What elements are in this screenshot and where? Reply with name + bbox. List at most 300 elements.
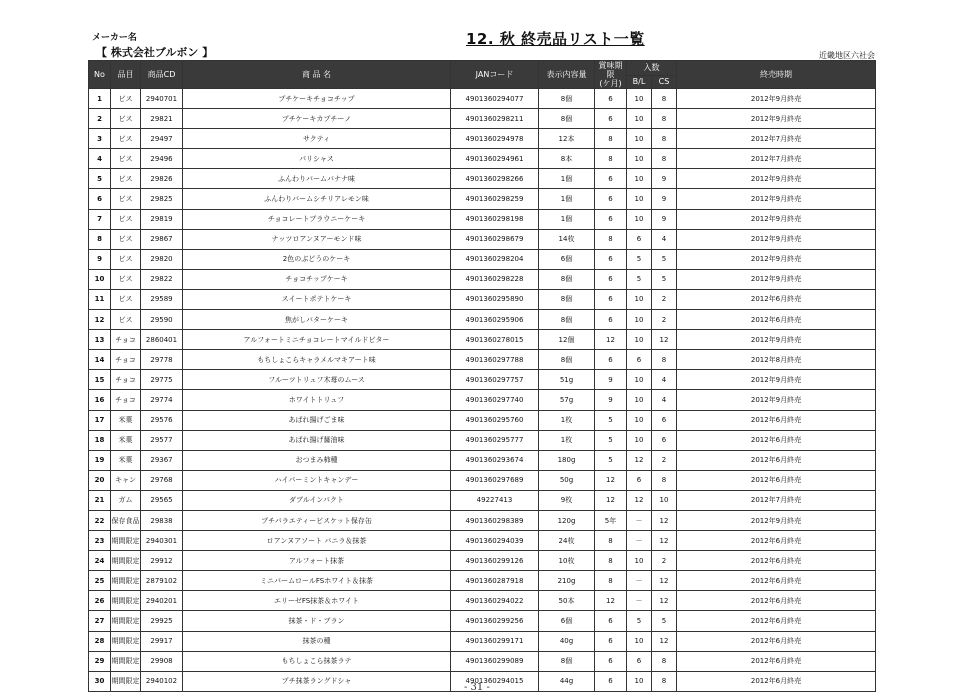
row-end: 2012年6月終売 <box>677 430 876 450</box>
row-name: スイートポテトケーキ <box>183 289 451 309</box>
row-end: 2012年6月終売 <box>677 631 876 651</box>
row-bl: 10 <box>627 370 652 390</box>
row-cs: 12 <box>652 510 677 530</box>
row-shelf-life: 6 <box>595 209 627 229</box>
row-end: 2012年6月終売 <box>677 551 876 571</box>
row-content: 10枚 <box>539 551 595 571</box>
row-jan: 4901360297788 <box>451 350 539 370</box>
row-code: 29496 <box>141 149 183 169</box>
row-category: ビス <box>111 249 141 269</box>
row-jan: 4901360298679 <box>451 229 539 249</box>
row-code: 2940701 <box>141 89 183 109</box>
row-content: 210g <box>539 571 595 591</box>
table-row <box>89 470 876 490</box>
col-header-content: 表示内容量 <box>539 61 595 89</box>
row-content: 180g <box>539 450 595 470</box>
row-end: 2012年9月終売 <box>677 169 876 189</box>
row-no: 4 <box>89 149 111 169</box>
row-jan: 4901360294978 <box>451 129 539 149</box>
row-name: ダブルインパクト <box>183 490 451 510</box>
row-jan: 4901360294077 <box>451 89 539 109</box>
row-cs: 4 <box>652 370 677 390</box>
row-code: 29576 <box>141 410 183 430</box>
row-name: ふんわりバームシチリアレモン味 <box>183 189 451 209</box>
row-jan: 4901360298266 <box>451 169 539 189</box>
row-end: 2012年7月終売 <box>677 149 876 169</box>
row-shelf-life: 12 <box>595 470 627 490</box>
row-content: 12個 <box>539 330 595 350</box>
row-name: ナッツロアンヌアーモンド味 <box>183 229 451 249</box>
row-name: プチケーキカプチーノ <box>183 109 451 129</box>
row-jan: 4901360295777 <box>451 430 539 450</box>
row-shelf-life: 9 <box>595 390 627 410</box>
row-code: 2879102 <box>141 571 183 591</box>
row-no: 19 <box>89 450 111 470</box>
row-bl: 6 <box>627 651 652 671</box>
row-shelf-life: 6 <box>595 89 627 109</box>
row-bl: 6 <box>627 470 652 490</box>
row-category: チョコ <box>111 370 141 390</box>
row-shelf-life: 5 <box>595 450 627 470</box>
row-no: 26 <box>89 591 111 611</box>
col-header-jan: JANコード <box>451 61 539 89</box>
col-header-no: No <box>89 61 111 89</box>
row-name: 抹茶の種 <box>183 631 451 651</box>
row-bl: 10 <box>627 631 652 651</box>
row-jan: 4901360294039 <box>451 531 539 551</box>
row-end: 2012年9月終売 <box>677 269 876 289</box>
row-category: ガム <box>111 490 141 510</box>
row-cs: 9 <box>652 169 677 189</box>
row-jan: 4901360298198 <box>451 209 539 229</box>
row-bl: 10 <box>627 310 652 330</box>
row-shelf-life: 6 <box>595 249 627 269</box>
row-content: 1枚 <box>539 430 595 450</box>
row-name: もちしょこらキャラメルマキアート味 <box>183 350 451 370</box>
row-code: 29589 <box>141 289 183 309</box>
row-cs: 9 <box>652 209 677 229</box>
row-jan: 4901360299171 <box>451 631 539 651</box>
row-code: 29774 <box>141 390 183 410</box>
table-row <box>89 631 876 651</box>
row-category: 米菓 <box>111 430 141 450</box>
row-jan: 4901360293674 <box>451 450 539 470</box>
table-row <box>89 269 876 289</box>
row-shelf-life: 6 <box>595 611 627 631</box>
row-end: 2012年9月終売 <box>677 370 876 390</box>
row-content: 8個 <box>539 89 595 109</box>
row-code: 29778 <box>141 350 183 370</box>
row-shelf-life: 8 <box>595 571 627 591</box>
row-shelf-life: 6 <box>595 350 627 370</box>
row-jan: 4901360298204 <box>451 249 539 269</box>
row-cs: 9 <box>652 189 677 209</box>
row-name: 2色のぶどうのケーキ <box>183 249 451 269</box>
row-bl: 10 <box>627 169 652 189</box>
row-bl: 6 <box>627 350 652 370</box>
row-content: 8個 <box>539 350 595 370</box>
row-end: 2012年6月終売 <box>677 310 876 330</box>
row-code: 29367 <box>141 450 183 470</box>
row-shelf-life: 6 <box>595 310 627 330</box>
row-name: プチ抹茶ラングドシャ <box>183 671 451 691</box>
row-cs: 12 <box>652 330 677 350</box>
row-shelf-life: 6 <box>595 189 627 209</box>
row-jan: 4901360287918 <box>451 571 539 591</box>
row-code: 29577 <box>141 430 183 450</box>
row-name: ロアンヌアソート バニラ＆抹茶 <box>183 531 451 551</box>
row-end: 2012年9月終売 <box>677 510 876 530</box>
table-row <box>89 490 876 510</box>
row-name: アルフォートミニチョコレートマイルドビター <box>183 330 451 350</box>
row-no: 21 <box>89 490 111 510</box>
row-cs: 12 <box>652 531 677 551</box>
col-header-end: 終売時期 <box>677 61 876 89</box>
row-content: 44g <box>539 671 595 691</box>
row-shelf-life: 6 <box>595 671 627 691</box>
row-cs: 2 <box>652 551 677 571</box>
row-category: 期間限定 <box>111 551 141 571</box>
table-row <box>89 89 876 109</box>
row-bl: 10 <box>627 430 652 450</box>
row-no: 24 <box>89 551 111 571</box>
table-row <box>89 571 876 591</box>
row-name: ホワイトトリュフ <box>183 390 451 410</box>
col-header-name: 商 品 名 <box>183 61 451 89</box>
row-jan: 4901360294961 <box>451 149 539 169</box>
shelf-life-line-1: 賞味期 <box>598 61 623 70</box>
row-category: 期間限定 <box>111 571 141 591</box>
row-no: 10 <box>89 269 111 289</box>
row-category: 期間限定 <box>111 651 141 671</box>
row-bl: 10 <box>627 330 652 350</box>
row-category: ビス <box>111 289 141 309</box>
row-bl: － <box>627 510 652 530</box>
row-no: 27 <box>89 611 111 631</box>
row-jan: 4901360297689 <box>451 470 539 490</box>
row-cs: 12 <box>652 571 677 591</box>
maker-label: メーカー名 <box>92 33 137 43</box>
table-row <box>89 169 876 189</box>
row-jan: 4901360298211 <box>451 109 539 129</box>
row-cs: 8 <box>652 129 677 149</box>
row-no: 5 <box>89 169 111 189</box>
row-no: 11 <box>89 289 111 309</box>
row-end: 2012年9月終売 <box>677 89 876 109</box>
row-content: 9枚 <box>539 490 595 510</box>
row-cs: 6 <box>652 410 677 430</box>
row-code: 29908 <box>141 651 183 671</box>
row-shelf-life: 12 <box>595 330 627 350</box>
table-row <box>89 350 876 370</box>
row-category: ビス <box>111 149 141 169</box>
row-content: 8個 <box>539 109 595 129</box>
table-row <box>89 390 876 410</box>
shelf-life-line-3: (ケ月) <box>599 79 622 88</box>
row-jan: 4901360299089 <box>451 651 539 671</box>
row-name: チョコチップケーキ <box>183 269 451 289</box>
row-content: 24枚 <box>539 531 595 551</box>
row-content: 57g <box>539 390 595 410</box>
row-cs: 2 <box>652 450 677 470</box>
row-shelf-life: 8 <box>595 531 627 551</box>
company-name: 【 株式会社ブルボン 】 <box>96 46 214 59</box>
row-category: 保存食品 <box>111 510 141 530</box>
col-header-shelf-life <box>595 61 627 89</box>
row-end: 2012年6月終売 <box>677 611 876 631</box>
row-content: 1個 <box>539 169 595 189</box>
row-end: 2012年6月終売 <box>677 289 876 309</box>
row-no: 15 <box>89 370 111 390</box>
table-row <box>89 510 876 530</box>
row-category: ビス <box>111 209 141 229</box>
row-jan: 4901360298389 <box>451 510 539 530</box>
row-bl: 5 <box>627 249 652 269</box>
row-content: 50g <box>539 470 595 490</box>
row-code: 29917 <box>141 631 183 651</box>
row-no: 30 <box>89 671 111 691</box>
row-content: 8個 <box>539 310 595 330</box>
row-bl: 10 <box>627 289 652 309</box>
row-bl: 10 <box>627 209 652 229</box>
table-row <box>89 330 876 350</box>
row-no: 23 <box>89 531 111 551</box>
row-code: 29867 <box>141 229 183 249</box>
row-cs: 8 <box>652 651 677 671</box>
row-jan: 4901360278015 <box>451 330 539 350</box>
row-end: 2012年6月終売 <box>677 410 876 430</box>
row-bl: 5 <box>627 611 652 631</box>
table-row <box>89 289 876 309</box>
row-shelf-life: 6 <box>595 109 627 129</box>
row-shelf-life: 5 <box>595 410 627 430</box>
row-bl: 10 <box>627 189 652 209</box>
row-category: ビス <box>111 310 141 330</box>
row-name: アルフォート抹茶 <box>183 551 451 571</box>
row-jan: 4901360297740 <box>451 390 539 410</box>
row-no: 8 <box>89 229 111 249</box>
row-no: 17 <box>89 410 111 430</box>
row-shelf-life: 9 <box>595 370 627 390</box>
row-code: 29912 <box>141 551 183 571</box>
row-name: プチバラエティービスケット保存缶 <box>183 510 451 530</box>
col-header-bl: B/L <box>627 75 652 88</box>
row-cs: 12 <box>652 591 677 611</box>
row-no: 29 <box>89 651 111 671</box>
page-number: - 31 - <box>464 682 490 693</box>
row-category: ビス <box>111 89 141 109</box>
row-category: 期間限定 <box>111 531 141 551</box>
row-jan: 4901360294015 <box>451 671 539 691</box>
row-code: 29819 <box>141 209 183 229</box>
row-bl: 12 <box>627 450 652 470</box>
row-cs: 10 <box>652 490 677 510</box>
row-no: 25 <box>89 571 111 591</box>
table-row <box>89 109 876 129</box>
row-category: 期間限定 <box>111 611 141 631</box>
row-shelf-life: 6 <box>595 269 627 289</box>
row-jan: 4901360298259 <box>451 189 539 209</box>
row-shelf-life: 6 <box>595 289 627 309</box>
row-name: ハイパーミントキャンデー <box>183 470 451 490</box>
row-jan: 4901360299126 <box>451 551 539 571</box>
row-content: 8個 <box>539 269 595 289</box>
row-name: あばれ揚げごま味 <box>183 410 451 430</box>
row-shelf-life: 6 <box>595 651 627 671</box>
row-content: 50本 <box>539 591 595 611</box>
row-name: ふんわりバームバナナ味 <box>183 169 451 189</box>
row-shelf-life: 5 <box>595 430 627 450</box>
row-end: 2012年7月終売 <box>677 490 876 510</box>
row-bl: 10 <box>627 671 652 691</box>
row-shelf-life: 8 <box>595 149 627 169</box>
row-name: フルーツトリュフ木苺のムース <box>183 370 451 390</box>
row-end: 2012年6月終売 <box>677 671 876 691</box>
row-category: ビス <box>111 229 141 249</box>
row-code: 29775 <box>141 370 183 390</box>
row-content: 6個 <box>539 611 595 631</box>
row-code: 2860401 <box>141 330 183 350</box>
row-category: ビス <box>111 189 141 209</box>
row-end: 2012年6月終売 <box>677 571 876 591</box>
row-end: 2012年8月終売 <box>677 350 876 370</box>
row-category: 期間限定 <box>111 671 141 691</box>
row-code: 29565 <box>141 490 183 510</box>
row-category: 期間限定 <box>111 591 141 611</box>
row-code: 29838 <box>141 510 183 530</box>
row-code: 29825 <box>141 189 183 209</box>
row-category: ビス <box>111 169 141 189</box>
table-row <box>89 149 876 169</box>
row-bl: 10 <box>627 109 652 129</box>
row-content: 120g <box>539 510 595 530</box>
row-code: 29497 <box>141 129 183 149</box>
table-row <box>89 129 876 149</box>
col-header-code: 商品CD <box>141 61 183 89</box>
row-cs: 4 <box>652 390 677 410</box>
col-header-cs: CS <box>652 75 677 88</box>
row-code: 29768 <box>141 470 183 490</box>
page-title: 12. 秋 終売品リスト一覧 <box>466 30 645 48</box>
row-no: 7 <box>89 209 111 229</box>
row-bl: 6 <box>627 229 652 249</box>
row-bl: － <box>627 591 652 611</box>
row-code: 29826 <box>141 169 183 189</box>
row-category: 米菓 <box>111 410 141 430</box>
row-name: おつまみ柿種 <box>183 450 451 470</box>
row-category: キャン <box>111 470 141 490</box>
row-code: 29820 <box>141 249 183 269</box>
table-row <box>89 551 876 571</box>
row-shelf-life: 8 <box>595 229 627 249</box>
table-row <box>89 450 876 470</box>
row-bl: 12 <box>627 490 652 510</box>
row-no: 2 <box>89 109 111 129</box>
row-cs: 2 <box>652 289 677 309</box>
row-name: サクティ <box>183 129 451 149</box>
row-jan: 4901360295906 <box>451 310 539 330</box>
row-end: 2012年6月終売 <box>677 470 876 490</box>
row-no: 28 <box>89 631 111 651</box>
table-row <box>89 651 876 671</box>
row-bl: 5 <box>627 269 652 289</box>
row-no: 18 <box>89 430 111 450</box>
row-bl: 10 <box>627 390 652 410</box>
row-content: 8個 <box>539 289 595 309</box>
row-name: パリシャス <box>183 149 451 169</box>
row-content: 1個 <box>539 189 595 209</box>
organization-label: 近畿地区六社会 <box>819 51 875 60</box>
row-content: 40g <box>539 631 595 651</box>
row-cs: 5 <box>652 611 677 631</box>
row-name: チョコレートブラウニーケーキ <box>183 209 451 229</box>
row-cs: 5 <box>652 269 677 289</box>
row-category: チョコ <box>111 350 141 370</box>
row-name: ミニバームロールFSホワイト＆抹茶 <box>183 571 451 591</box>
row-content: 8本 <box>539 149 595 169</box>
row-content: 12本 <box>539 129 595 149</box>
table-row <box>89 591 876 611</box>
row-category: チョコ <box>111 330 141 350</box>
table-row <box>89 209 876 229</box>
table-row <box>89 531 876 551</box>
row-category: ビス <box>111 269 141 289</box>
row-jan: 4901360298228 <box>451 269 539 289</box>
row-cs: 2 <box>652 310 677 330</box>
row-code: 29822 <box>141 269 183 289</box>
row-end: 2012年6月終売 <box>677 591 876 611</box>
row-code: 29821 <box>141 109 183 129</box>
table-body <box>89 89 876 692</box>
row-jan: 4901360299256 <box>451 611 539 631</box>
row-name: 抹茶・ド・ブラン <box>183 611 451 631</box>
row-no: 1 <box>89 89 111 109</box>
row-no: 22 <box>89 510 111 530</box>
row-code: 2940201 <box>141 591 183 611</box>
row-end: 2012年9月終売 <box>677 189 876 209</box>
row-bl: － <box>627 531 652 551</box>
row-no: 3 <box>89 129 111 149</box>
row-cs: 8 <box>652 470 677 490</box>
row-category: ビス <box>111 129 141 149</box>
row-bl: 10 <box>627 89 652 109</box>
row-no: 6 <box>89 189 111 209</box>
row-code: 2940301 <box>141 531 183 551</box>
row-end: 2012年9月終売 <box>677 330 876 350</box>
row-no: 13 <box>89 330 111 350</box>
row-shelf-life: 12 <box>595 591 627 611</box>
row-name: プチケーキチョコチップ <box>183 89 451 109</box>
row-code: 29925 <box>141 611 183 631</box>
row-end: 2012年9月終売 <box>677 109 876 129</box>
row-jan: 4901360295890 <box>451 289 539 309</box>
row-shelf-life: 12 <box>595 490 627 510</box>
row-end: 2012年9月終売 <box>677 249 876 269</box>
row-jan: 4901360295760 <box>451 410 539 430</box>
row-bl: 10 <box>627 129 652 149</box>
row-end: 2012年6月終売 <box>677 450 876 470</box>
row-category: ビス <box>111 109 141 129</box>
row-name: もちしょこら抹茶ラテ <box>183 651 451 671</box>
table-row <box>89 189 876 209</box>
row-end: 2012年9月終売 <box>677 229 876 249</box>
row-code: 2940102 <box>141 671 183 691</box>
row-bl: 10 <box>627 410 652 430</box>
row-code: 29590 <box>141 310 183 330</box>
row-shelf-life: 6 <box>595 631 627 651</box>
row-name: あばれ揚げ醤油味 <box>183 430 451 450</box>
row-cs: 8 <box>652 350 677 370</box>
